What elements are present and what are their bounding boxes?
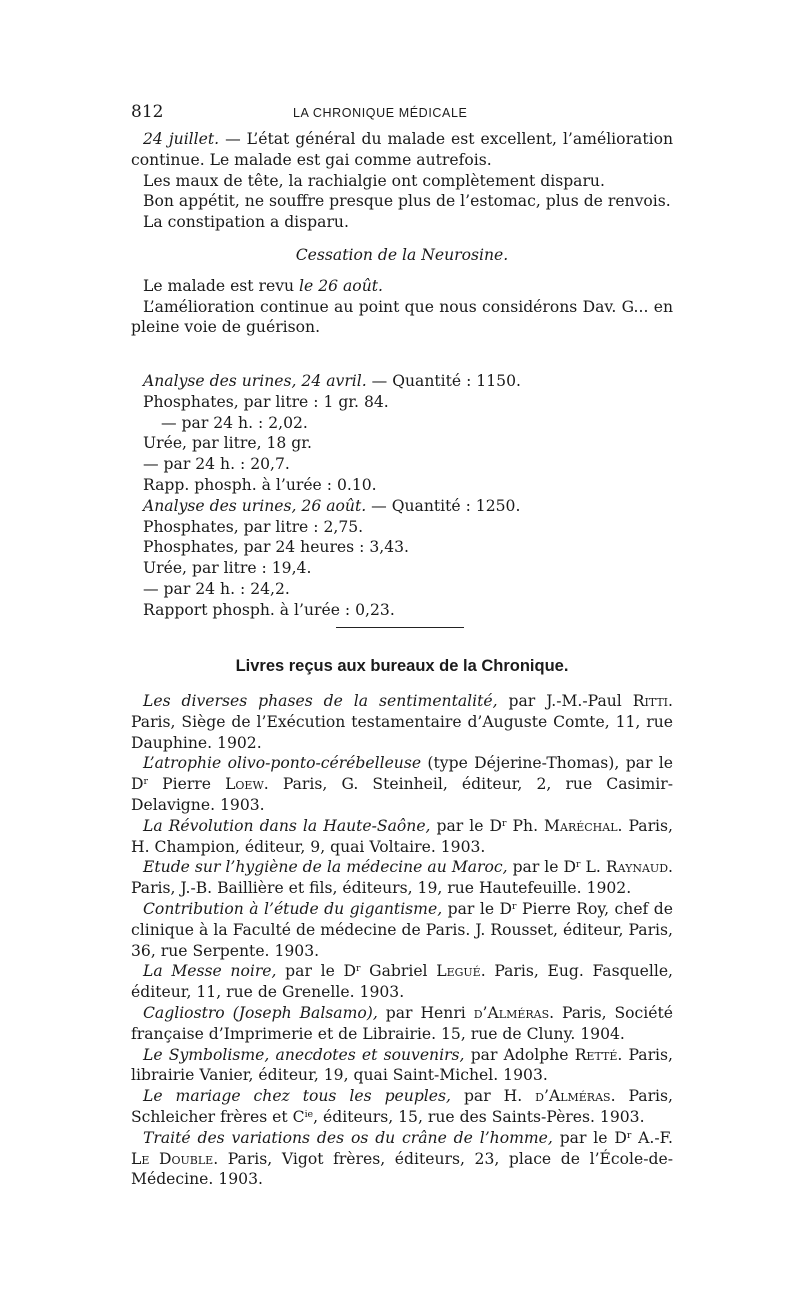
analysis-line: Phosphates, par 24 heures : 3,43. — [143, 538, 409, 557]
analysis-line: Phosphates, par litre : 1 gr. 84. — [143, 392, 389, 411]
date-july: 24 juillet. — [143, 130, 220, 148]
book-entry: Le Symbolisme, anecdotes et souvenirs, par Adolphe Retté. Paris, librairie Vanier, éditeur, 19, quai Saint-Michel. 1903. — [131, 1045, 674, 1085]
book-entry: Etude sur l’hygiène de la médecine au Maroc, par le $D^r$ L. Raynaud. Paris, J.-B. Baillière et fils, éditeurs, 19, rue Hautefeuille. 1902. — [131, 858, 673, 898]
paragraph-appetite: Bon appétit, ne souffre presque plus de l’estomac, plus de renvois. — [143, 192, 671, 211]
book-entry: Cagliostro (Joseph Balsamo), par Henri d’Alméras. Paris, Société française d’Imprimerie et de Librairie. 15, rue de Cluny. 1904. — [131, 1003, 674, 1043]
analysis-line: Rapp. phosph. à l’urée : 0.10. — [143, 475, 377, 494]
paragraph-headaches: Les maux de tête, la rachialgie ont complètement disparu. — [143, 171, 605, 190]
paragraph-constipation: La constipation a disparu. — [143, 213, 349, 232]
analysis-line: Analyse des urines, 24 avril. — Quantité : 1150. — [143, 372, 521, 390]
book-entry: Le mariage chez tous les peuples, par H. d’Alméras. Paris, Schleicher frères et $C^{ie}$, éditeurs, 15, rue des Saints-Pères. 1903. — [131, 1087, 673, 1126]
urine-analysis — [131, 371, 673, 621]
paragraph-july: 24 juillet. — L’état général du malade est excellent, l’amélioration continue. Le malade est gai comme autrefois. — [131, 130, 673, 169]
analysis-line: Phosphates, par litre : 2,75. — [143, 517, 364, 536]
analysis-line: — par 24 h. : 2,02. — [161, 413, 308, 432]
case-notes — [131, 129, 673, 338]
book-entry: La Messe noire, par le $D^r$ Gabriel Legué. Paris, Eug. Fasquelle, éditeur, 11, rue de Grenelle. 1903. — [131, 962, 674, 1002]
paragraph-revisit: Le malade est revu le 26 août. — [143, 276, 383, 295]
book-entry: Contribution à l’étude du gigantisme, par le $D^r$ Pierre Roy, chef de clinique à la Faculté de médecine de Paris. J. Rousset, éditeur, Paris, 36, rue Serpente. 1903. — [131, 899, 673, 960]
book-entry: Traité des variations des os du crâne de l’homme, par le $D^r$ A.-F. Le Double. Paris, Vigot frères, éditeurs, 23, place de l’École-de-Médecine. 1903. — [131, 1128, 674, 1189]
page-number: 812 — [131, 102, 164, 122]
book-entry: La Révolution dans la Haute-Saône, par le $D^r$ Ph. Maréchal. Paris, H. Champion, éditeur, 9, quai Voltaire. 1903. — [131, 816, 673, 856]
books-heading: Livres reçus aux bureaux de la Chronique. — [235, 657, 569, 675]
book-entry: L’atrophie olivo-ponto-cérébelleuse (type Déjerine-Thomas), par le $D^r$ Pierre Loew. Paris, G. Steinheil, éditeur, 2, rue Casimir-Delavigne. 1903. — [131, 754, 673, 814]
book-entry: Les diverses phases de la sentimentalité, par J.-M.-Paul Ritti. Paris, Siège de l’Exécution testamentaire d’Auguste Comte, 11, rue Dauphine. 1902. — [131, 692, 673, 752]
page-header — [131, 102, 673, 124]
analysis-line: Urée, par litre, 18 gr. — [143, 434, 312, 453]
analysis-line: Analyse des urines, 26 août. — Quantité : 1250. — [143, 496, 521, 515]
paragraph-improvement: L’amélioration continue au point que nous considérons Dav. G... en pleine voie de guérison. — [131, 297, 673, 337]
analysis-line: Rapport phosph. à l’urée : 0,23. — [143, 600, 395, 619]
analysis-line: — par 24 h. : 20,7. — [143, 455, 290, 474]
subheading-cessation: Cessation de la Neurosine. — [295, 245, 509, 264]
analysis-line: Urée, par litre : 19,4. — [143, 559, 312, 578]
running-title: LA CHRONIQUE MÉDICALE — [293, 106, 468, 120]
books-list — [131, 691, 673, 1190]
analysis-line: — par 24 h. : 24,2. — [143, 579, 290, 598]
section-divider — [336, 627, 464, 628]
